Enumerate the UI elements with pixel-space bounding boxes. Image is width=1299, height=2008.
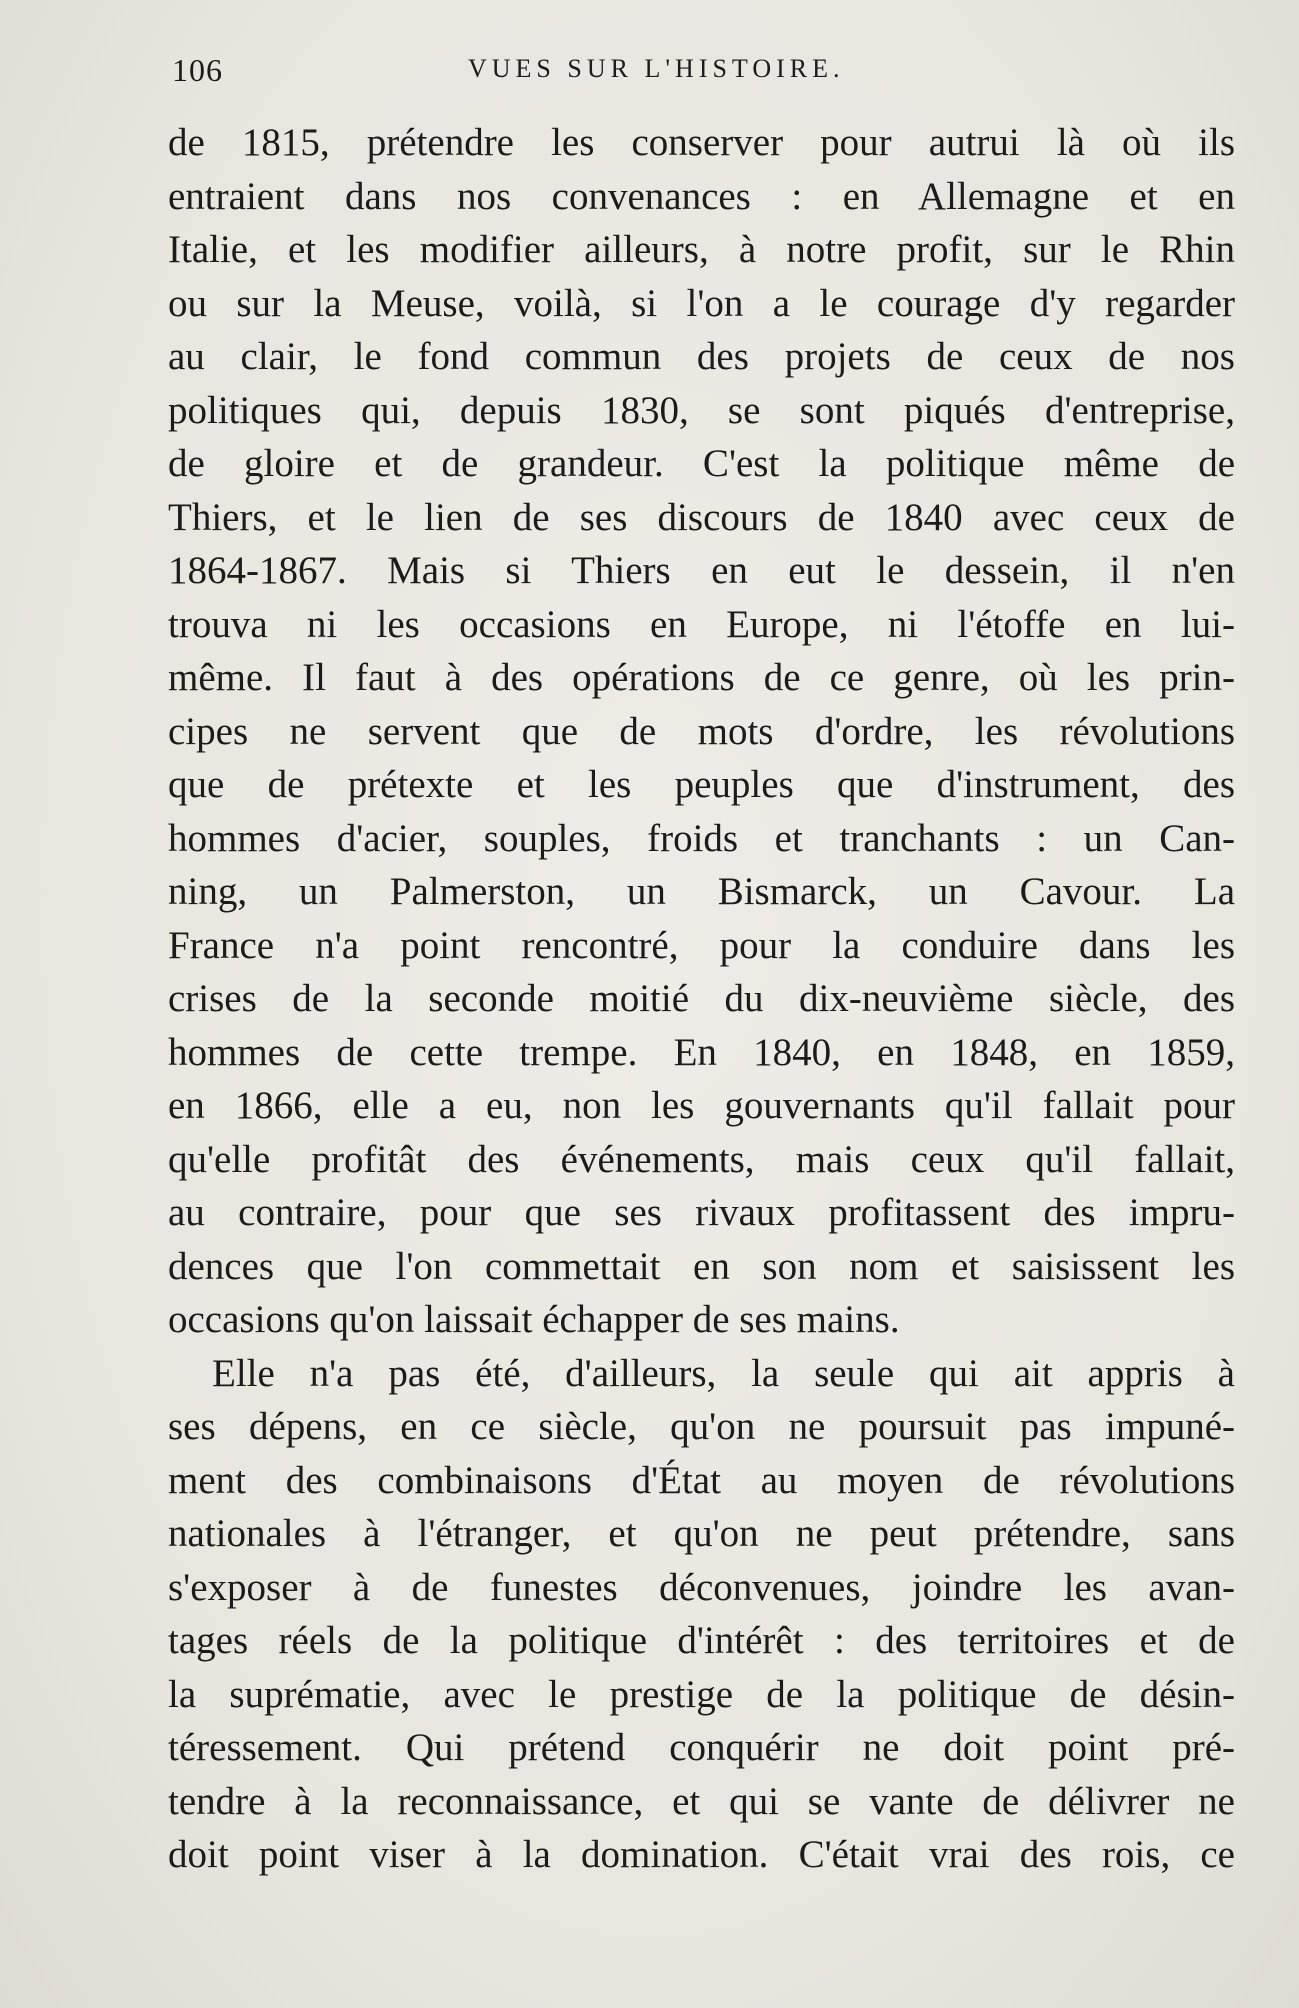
text-line: téressement. Qui prétend conquérir ne doit point pré- <box>168 1726 1235 1769</box>
text-line: crises de la seconde moitié du dix-neuvième siècle, des <box>168 977 1235 1020</box>
text-line: au clair, le fond commun des projets de ceux de nos <box>168 335 1235 378</box>
text-line: ses dépens, en ce siècle, qu'on ne poursuit pas impuné- <box>168 1405 1235 1448</box>
paragraph-1 <box>168 116 1235 1347</box>
text-line: s'exposer à de funestes déconvenues, joindre les avan- <box>168 1565 1235 1609</box>
text-line: la suprématie, avec le prestige de la politique de désin- <box>168 1672 1235 1716</box>
text-line: doit point viser à la domination. C'était vrai des rois, ce <box>168 1833 1235 1876</box>
running-title: VUES SUR L'HISTOIRE. <box>468 54 845 83</box>
text-line: au contraire, pour que ses rivaux profitassent des impru- <box>168 1191 1235 1234</box>
text-line: 1864-1867. Mais si Thiers en eut le dessein, il n'en <box>168 549 1235 592</box>
text-line: politiques qui, depuis 1830, se sont piqués d'entreprise, <box>168 388 1235 432</box>
text-line: hommes de cette trempe. En 1840, en 1848, en 1859, <box>168 1030 1235 1074</box>
text-line: Italie, et les modifier ailleurs, à notre profit, sur le Rhin <box>168 228 1235 271</box>
text-line: tages réels de la politique d'intérêt : des territoires et de <box>168 1619 1235 1662</box>
text-line: qu'elle profitât des événements, mais ceux qu'il fallait, <box>168 1137 1235 1181</box>
text-line: occasions qu'on laissait échapper de ses mains. <box>168 1298 900 1341</box>
text-line: que de prétexte et les peuples que d'instrument, des <box>168 763 1235 806</box>
text-line: tendre à la reconnaissance, et qui se vante de délivrer ne <box>168 1779 1235 1823</box>
text-line: de 1815, prétendre les conserver pour autrui là où ils <box>168 121 1235 164</box>
paragraph-2 <box>168 1347 1235 1882</box>
text-line: de gloire et de grandeur. C'est la politique même de <box>168 442 1235 485</box>
text-line: en 1866, elle a eu, non les gouvernants qu'il fallait pour <box>168 1084 1235 1127</box>
page-number: 106 <box>172 52 223 88</box>
text-line: nationales à l'étranger, et qu'on ne peut prétendre, sans <box>168 1512 1235 1555</box>
text-line: dences que l'on commettait en son nom et saisissent les <box>168 1244 1235 1288</box>
text-line: France n'a point rencontré, pour la conduire dans les <box>168 923 1235 967</box>
text-line: même. Il faut à des opérations de ce genre, où les prin- <box>168 656 1235 699</box>
text-line: ou sur la Meuse, voilà, si l'on a le courage d'y regarder <box>168 281 1235 325</box>
text-line: cipes ne servent que de mots d'ordre, les révolutions <box>168 709 1235 753</box>
text-line: trouva ni les occasions en Europe, ni l'étoffe en lui- <box>168 602 1235 646</box>
text-line: Elle n'a pas été, d'ailleurs, la seule qui ait appris à <box>212 1351 1235 1395</box>
body-text <box>168 116 1235 1882</box>
text-line: ment des combinaisons d'État au moyen de révolutions <box>168 1458 1235 1502</box>
running-head <box>168 52 1235 92</box>
text-line: Thiers, et le lien de ses discours de 1840 avec ceux de <box>168 495 1235 539</box>
text-line: entraient dans nos convenances : en Allemagne et en <box>168 174 1235 218</box>
text-line: hommes d'acier, souples, froids et tranchants : un Can- <box>168 816 1235 860</box>
text-line: ning, un Palmerston, un Bismarck, un Cavour. La <box>168 870 1235 913</box>
